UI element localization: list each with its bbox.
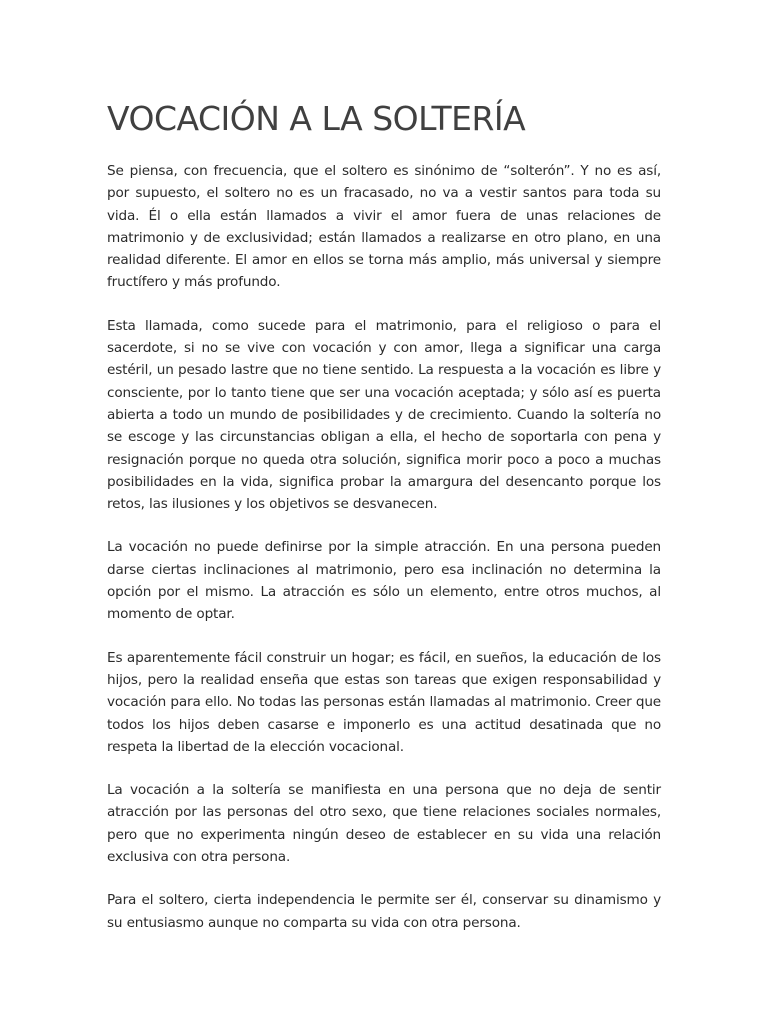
paragraph-4: Es aparentemente fácil construir un hogar; es fácil, en sueños, la educación de los hijos, pero la realidad enseña que estas son tareas que exigen responsabilidad y vocación para ello. No todas las personas están llamadas al matrimonio. Creer que todos los hijos deben casarse e imponerlo es una actitud desatinada que no respeta la libertad de la elección vocacional. bbox=[107, 649, 661, 755]
paragraph-6: Para el soltero, cierta independencia le permite ser él, conservar su dinamismo y su entusiasmo aunque no comparta su vida con otra persona. bbox=[107, 892, 661, 931]
paragraph-2: Esta llamada, como sucede para el matrimonio, para el religioso o para el sacerdote, si no se vive con vocación y con amor, llega a significar una carga estéril, un pesado lastre que no tiene sentido. La respuesta a la vocación es libre y consciente, por lo tanto tiene que ser una vocación aceptada; y sólo así es puerta abierta a todo un mundo de posibilidades y de crecimiento. Cuando la soltería no se escoge y las circunstancias obligan a ella, el hecho de soportarla con pena y resignación porque no queda otra solución, significa morir poco a poco a muchas posibilidades en la vida, significa probar la amargura del desencanto porque los retos, las ilusiones y los objetivos se desvanecen. bbox=[107, 317, 661, 513]
paragraph-5: La vocación a la soltería se manifiesta en una persona que no deja de sentir atracción por las personas del otro sexo, que tiene relaciones sociales normales, pero que no experimenta ningún deseo de establecer en su vida una relación exclusiva con otra persona. bbox=[107, 782, 661, 866]
paragraph-3: La vocación no puede definirse por la simple atracción. En una persona pueden darse ciertas inclinaciones al matrimonio, pero esa inclinación no determina la opción por el mismo. La atracción es sólo un elemento, entre otros muchos, al momento de optar. bbox=[107, 539, 661, 623]
page-title: VOCACIÓN A LA SOLTERÍA bbox=[107, 99, 526, 138]
paragraph-1: Se piensa, con frecuencia, que el soltero es sinónimo de “solterón”. Y no es así, por supuesto, el soltero no es un fracasado, no va a vestir santos para toda su vida. Él o ella están llamados a vivir el amor fuera de unas relaciones de matrimonio y de exclusividad; están llamados a realizarse en otro plano, en una realidad diferente. El amor en ellos se torna más amplio, más universal y siempre fructífero y más profundo. bbox=[107, 163, 661, 291]
document-body bbox=[107, 160, 661, 955]
